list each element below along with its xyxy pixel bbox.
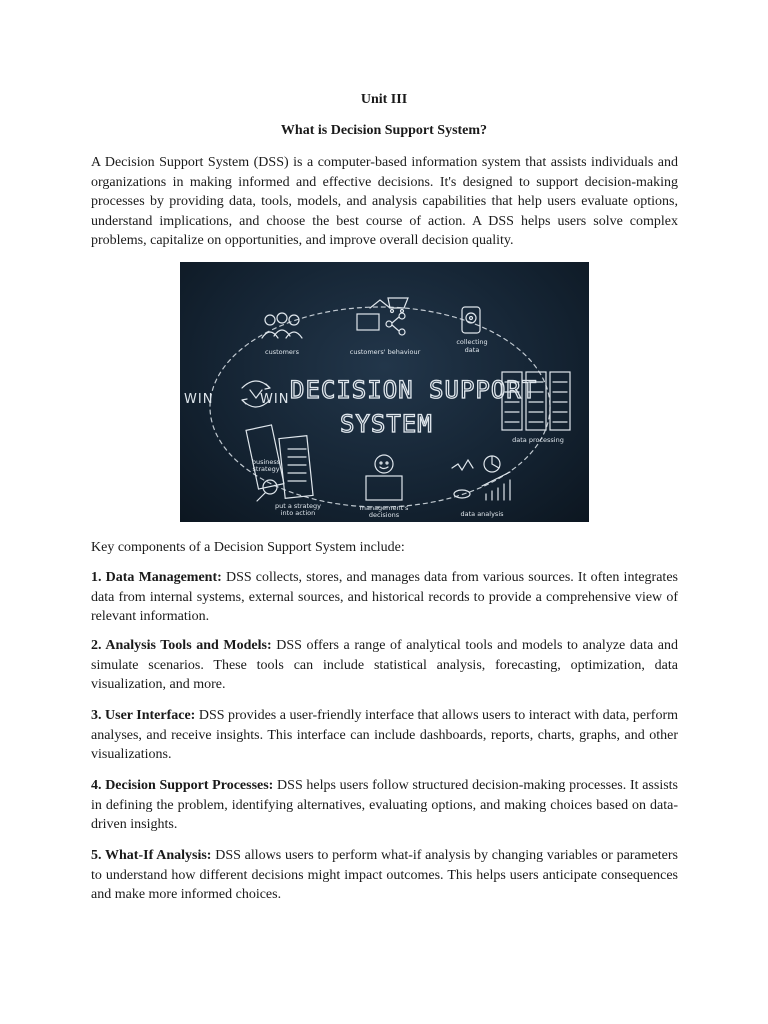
- label-business-2: strategy: [252, 465, 280, 473]
- component-label: 5. What-If Analysis:: [91, 848, 212, 863]
- component-label: 1. Data Management:: [91, 570, 222, 585]
- label-management-1: management's: [359, 504, 409, 512]
- figure-title-line1: DECISION SUPPORT: [290, 376, 538, 404]
- data-analysis-icon: [452, 456, 510, 500]
- unit-title: Unit III: [360, 92, 408, 107]
- dss-illustration: [180, 262, 589, 522]
- customers-behaviour-icon: [357, 298, 408, 335]
- figure-title-line2: SYSTEM: [340, 410, 433, 438]
- key-components-intro: Key components of a Decision Support System include:: [91, 540, 405, 555]
- component-decision-processes: [91, 776, 678, 835]
- managements-decisions-icon: [366, 455, 402, 500]
- label-customers: customers: [265, 348, 299, 356]
- label-strategy-2: into action: [280, 509, 316, 517]
- label-data-processing: data processing: [512, 436, 564, 444]
- dss-chalkboard-svg: [180, 262, 589, 522]
- label-business-1: business: [251, 458, 281, 466]
- component-label: 2. Analysis Tools and Models:: [91, 638, 272, 653]
- label-customers-behaviour: customers' behaviour: [349, 348, 421, 356]
- component-user-interface: [91, 706, 678, 765]
- intro-paragraph: A Decision Support System (DSS) is a computer-based information system that assists individuals and organizations in making informed and effective decisions. It's designed to support decision-making processes by providing data, tools, models, and analysis capabilities that help users evaluate options, understand implications, and choose the best course of action. A DSS helps users solve complex problems, capitalize on opportunities, and improve overall decision quality.: [91, 155, 678, 248]
- label-strategy-1: put a strategy: [274, 502, 322, 510]
- component-label: 3. User Interface:: [91, 708, 196, 723]
- win-left-label: WIN: [184, 392, 214, 407]
- component-text: DSS helps users follow structured decision-making processes. It assists in defining the problem, identifying alternatives, evaluating options, and making choices based on data-driven insights.: [91, 778, 678, 832]
- component-what-if-analysis: [91, 846, 678, 905]
- component-analysis-tools: [91, 636, 678, 695]
- component-data-management: [91, 568, 678, 627]
- component-text: DSS allows users to perform what-if analysis by changing variables or parameters to understand how different decisions might impact outcomes. This helps users anticipate consequences and make more informed choices.: [91, 848, 678, 902]
- component-text: DSS provides a user-friendly interface that allows users to interact with data, perform analyses, and receive insights. This interface can include dashboards, reports, charts, graphs, and other visualizations.: [91, 708, 678, 762]
- component-label: 4. Decision Support Processes:: [91, 778, 274, 793]
- page-title: What is Decision Support System?: [280, 123, 488, 138]
- component-text: DSS offers a range of analytical tools and models to analyze data and simulate scenarios. These tools can include statistical analysis, forecasting, optimization, data visualization, and more.: [91, 638, 678, 692]
- win-right-label: WIN: [260, 392, 290, 407]
- label-collecting-1: collecting: [456, 338, 488, 346]
- label-management-2: decisions: [368, 511, 400, 519]
- label-collecting-2: data: [464, 346, 480, 354]
- label-data-analysis: data analysis: [460, 510, 504, 518]
- component-text: DSS collects, stores, and manages data from various sources. It often integrates data from internal systems, external sources, and historical records to provide a comprehensive view of relevant information.: [91, 570, 678, 624]
